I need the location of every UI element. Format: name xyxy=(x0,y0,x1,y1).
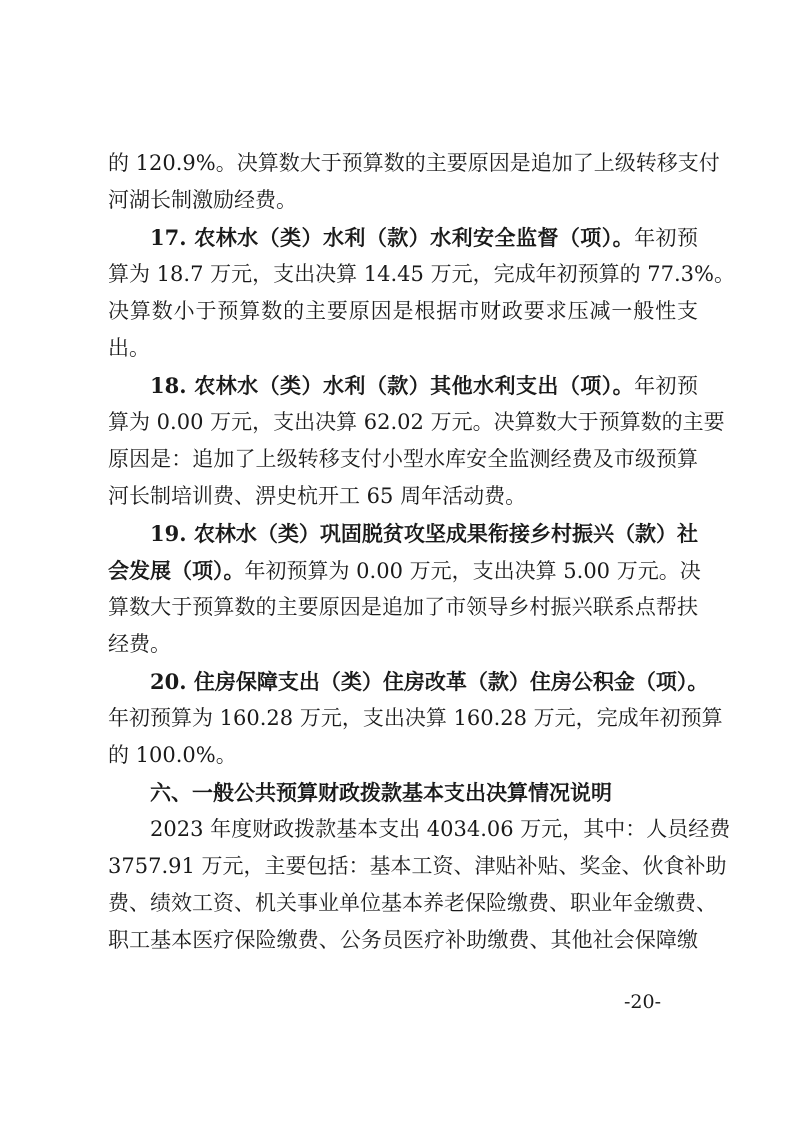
item-heading-line xyxy=(108,219,698,256)
page-number: -20- xyxy=(624,991,662,1013)
body-text xyxy=(108,145,735,959)
paragraph-line xyxy=(108,737,698,774)
paragraph-line xyxy=(108,811,731,848)
paragraph-line xyxy=(108,552,701,589)
item-heading-18: 18. 农林水（类）水利（款）其他水利支出（项）。 xyxy=(150,373,635,398)
line-text: 河湖长制激励经费。 xyxy=(108,188,297,212)
paragraph-line xyxy=(108,478,698,515)
line-text: 决算数小于预算数的主要原因是根据市财政要求压减一般性支 xyxy=(108,299,698,323)
paragraph-line xyxy=(108,885,717,922)
line-text: 年初预算为 160.28 万元，支出决算 160.28 万元，完成年初预算 xyxy=(108,706,723,730)
item-heading-17: 17. 农林水（类）水利（款）水利安全监督（项）。 xyxy=(150,225,635,250)
line-text: 年初预 xyxy=(634,226,698,250)
line-text: 算数大于预算数的主要原因是追加了市领导乡村振兴联系点帮扶 xyxy=(108,595,698,619)
item-heading-19-cont: 会发展（项）。 xyxy=(108,558,245,583)
item-heading-20: 20. 住房保障支出（类）住房改革（款）住房公积金（项）。 xyxy=(150,669,709,694)
line-text: 算为 18.7 万元，支出决算 14.45 万元，完成年初预算的 77.3%。 xyxy=(108,262,735,286)
line-text: 2023 年度财政拨款基本支出 4034.06 万元，其中：人员经费 xyxy=(150,817,731,841)
item-heading-line xyxy=(108,515,698,552)
item-heading-line xyxy=(108,367,698,404)
paragraph-line xyxy=(108,848,727,885)
paragraph-line xyxy=(108,256,735,293)
line-text: 费、绩效工资、机关事业单位基本养老保险缴费、职业年金缴费、 xyxy=(108,891,717,915)
line-text: 年初预算为 0.00 万元，支出决算 5.00 万元。决 xyxy=(244,559,701,583)
paragraph-line xyxy=(108,330,698,367)
line-text: 年初预 xyxy=(634,374,698,398)
paragraph-line xyxy=(108,182,698,219)
line-text: 经费。 xyxy=(108,632,171,656)
section-heading xyxy=(108,774,698,811)
paragraph-line xyxy=(108,700,723,737)
item-heading-line xyxy=(108,663,709,700)
line-text: 出。 xyxy=(108,336,150,360)
line-text: 河长制培训费、淠史杭开工 65 周年活动费。 xyxy=(108,484,527,508)
paragraph-line xyxy=(108,626,698,663)
line-text: 职工基本医疗保险缴费、公务员医疗补助缴费、其他社会保障缴 xyxy=(108,928,698,952)
paragraph-line xyxy=(108,922,698,959)
paragraph-line xyxy=(108,404,725,441)
line-text: 的 120.9%。决算数大于预算数的主要原因是追加了上级转移支付 xyxy=(108,151,720,175)
paragraph-line xyxy=(108,293,698,330)
paragraph-line xyxy=(108,441,698,478)
line-text: 算为 0.00 万元，支出决算 62.02 万元。决算数大于预算数的主要 xyxy=(108,410,725,434)
line-text: 3757.91 万元，主要包括：基本工资、津贴补贴、奖金、伙食补助 xyxy=(108,854,727,878)
line-text: 的 100.0%。 xyxy=(108,743,237,767)
paragraph-line xyxy=(108,589,698,626)
item-heading-19: 19. 农林水（类）巩固脱贫攻坚成果衔接乡村振兴（款）社 xyxy=(150,521,698,546)
section-heading-text: 六、一般公共预算财政拨款基本支出决算情况说明 xyxy=(150,780,612,805)
paragraph-line xyxy=(108,145,720,182)
line-text: 原因是：追加了上级转移支付小型水库安全监测经费及市级预算 xyxy=(108,447,698,471)
